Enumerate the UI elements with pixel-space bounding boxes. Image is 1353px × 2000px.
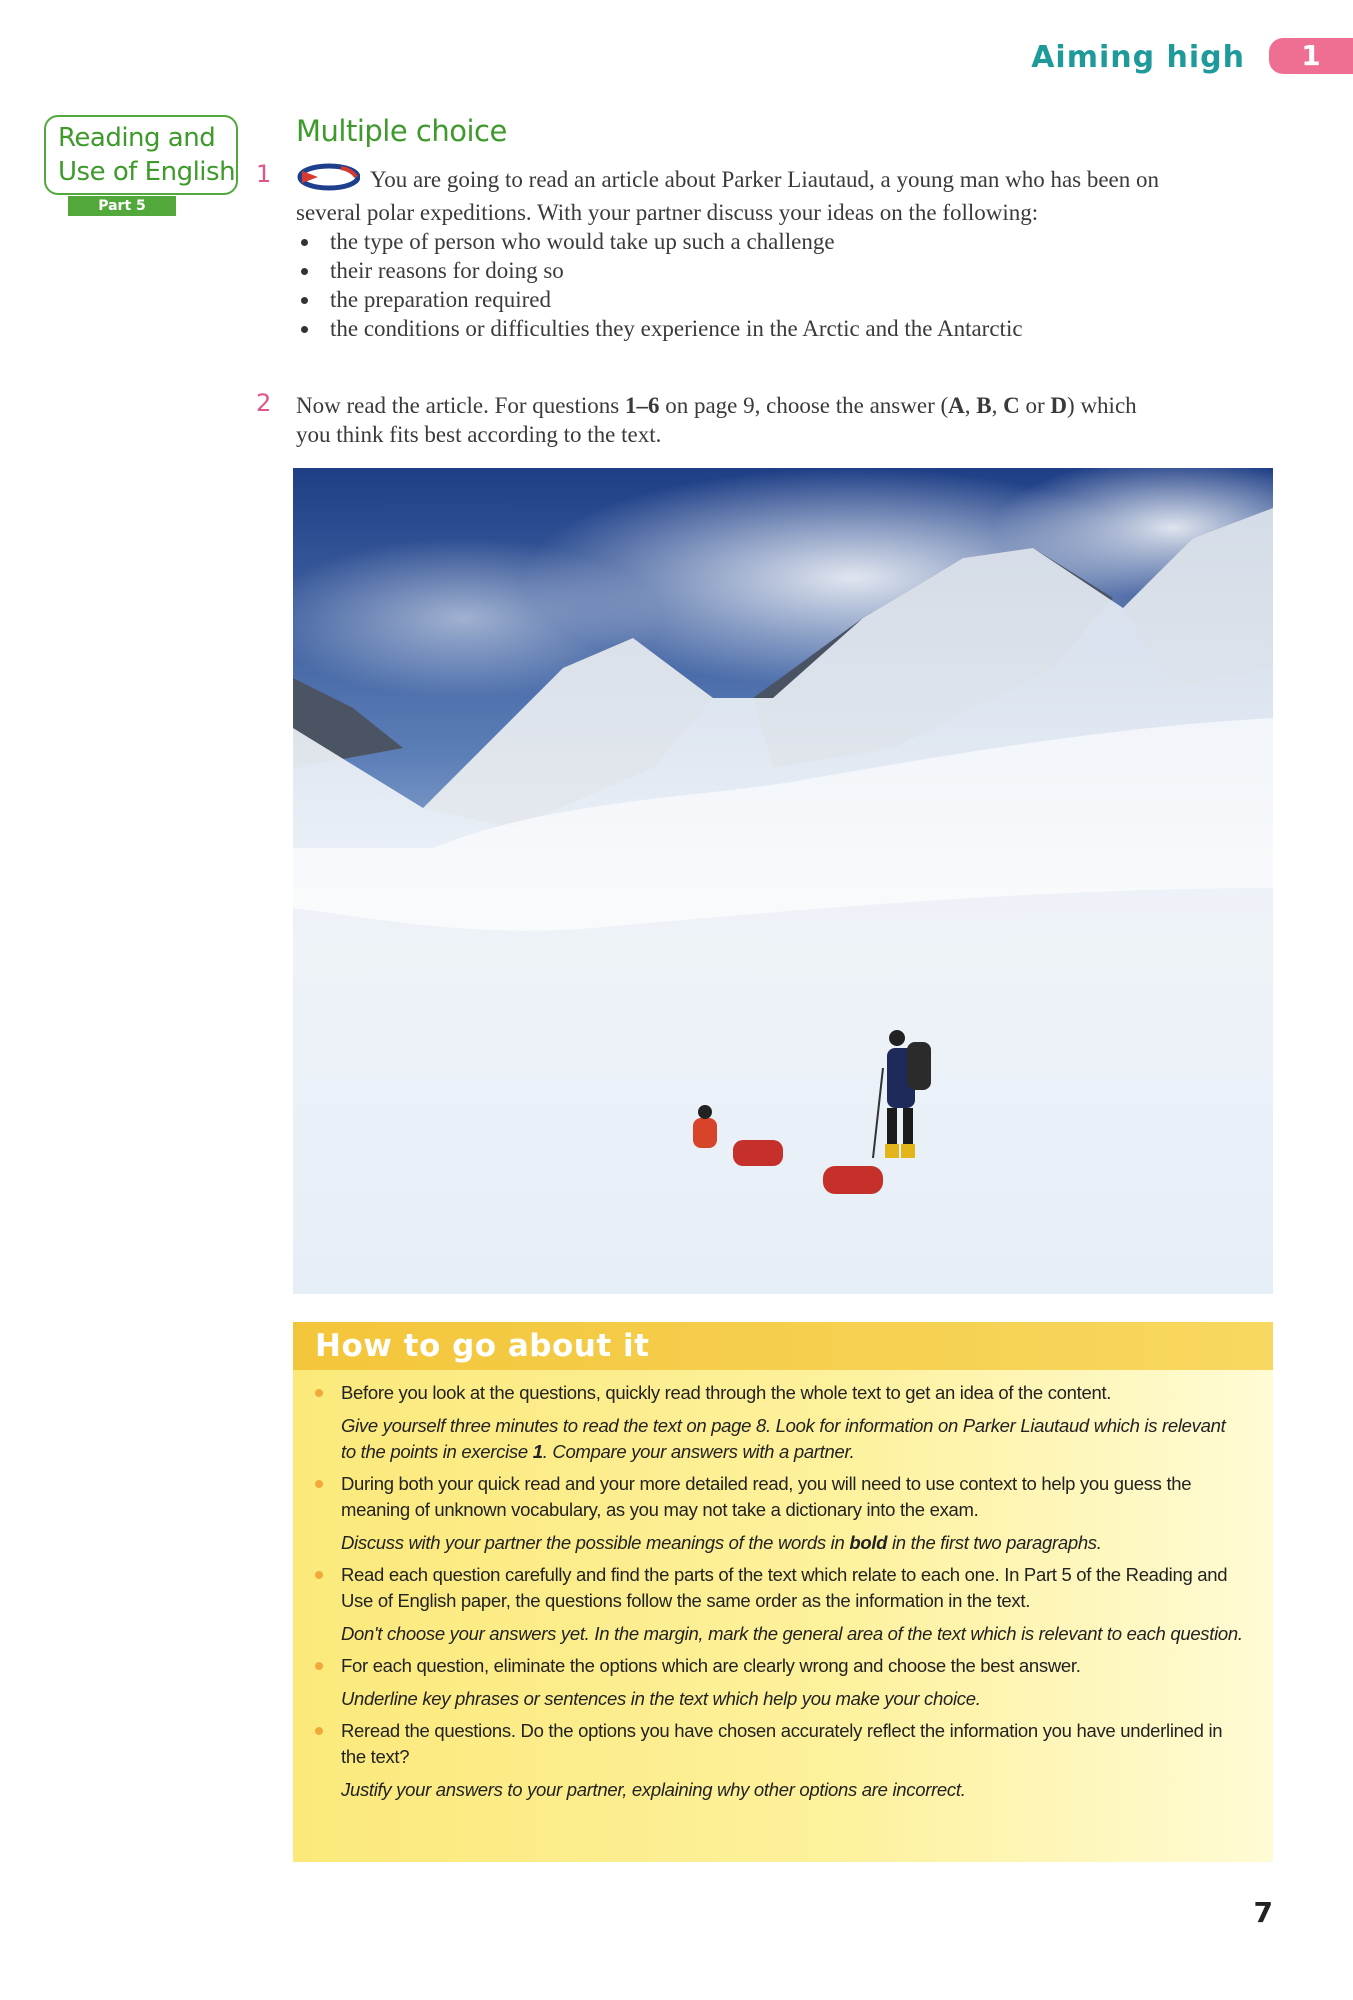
tip-note: Underline key phrases or sentences in the text which help you make your choice. — [341, 1688, 981, 1709]
expedition-photo — [293, 468, 1273, 1294]
tip-item — [341, 1718, 1243, 1803]
tip-text: During both your quick read and your more detailed read, you will need to use context to help you guess the meaning of unknown vocabulary, as you may not take a dictionary into the exam. — [341, 1473, 1192, 1520]
bullet-item: the preparation required — [296, 285, 1176, 314]
tip-text: Reread the questions. Do the options you have chosen accurately reflect the information you have underlined in the text? — [341, 1720, 1223, 1767]
exercise-2-number: 2 — [256, 389, 272, 417]
text-run: Give yourself three minutes to read the text on page 8. Look for information on Parker Liautaud which is relevant to the points in exercise — [341, 1415, 1226, 1462]
question-range: 1–6 — [624, 393, 660, 418]
tip-item — [341, 1380, 1243, 1465]
exercise-1-prompt — [296, 163, 1176, 227]
tip-item — [341, 1653, 1243, 1712]
text-run: , — [991, 393, 1004, 418]
exercise-1 — [296, 163, 1176, 343]
exercise-1-number: 1 — [256, 160, 272, 188]
tip-note: Don't choose your answers yet. In the margin, mark the general area of the text which is relevant to each question. — [341, 1623, 1243, 1644]
chapter-title: Aiming high — [1031, 40, 1245, 75]
option-a: A — [948, 393, 965, 418]
bullet-item: the type of person who would take up such a challenge — [296, 227, 1176, 256]
badge-part-label: Part 5 — [68, 196, 176, 216]
tips-box — [293, 1322, 1273, 1862]
text-run: . Compare your answers with a partner. — [542, 1441, 855, 1462]
badge-line-2: Use of English — [58, 157, 236, 187]
text-run-bold: 1 — [532, 1441, 543, 1462]
tips-list — [293, 1370, 1273, 1803]
speaking-icon — [296, 163, 360, 198]
bullet-item: their reasons for doing so — [296, 256, 1176, 285]
exercise-2-text — [296, 391, 1176, 449]
tips-header: How to go about it — [293, 1322, 1273, 1370]
option-d: D — [1050, 393, 1068, 418]
text-run: Discuss with your partner the possible meanings of the words in — [341, 1532, 850, 1553]
text-run: ) which you think fits best according to the text. — [296, 393, 1137, 447]
text-run: , — [964, 393, 977, 418]
text-run: on page 9, choose the answer ( — [659, 393, 949, 418]
text-run: or — [1019, 393, 1051, 418]
exercise-1-bullets — [296, 227, 1176, 343]
tip-note — [341, 1413, 1243, 1465]
option-c: C — [1003, 393, 1020, 418]
exercise-1-text: You are going to read an article about Parker Liautaud, a young man who has been on several polar expeditions. With your partner discuss your ideas on the following: — [296, 167, 1160, 225]
tip-item — [341, 1471, 1243, 1556]
tip-item — [341, 1562, 1243, 1647]
tip-note — [341, 1530, 1243, 1556]
text-run: Now read the article. For questions — [296, 393, 625, 418]
chapter-number-tab: 1 — [1269, 38, 1353, 74]
tip-text: Before you look at the questions, quickly read through the whole text to get an idea of the content. — [341, 1382, 1112, 1403]
bullet-item: the conditions or difficulties they experience in the Arctic and the Antarctic — [296, 314, 1176, 343]
tip-text: Read each question carefully and find the parts of the text which relate to each one. In Part 5 of the Reading and Use of English paper, the questions follow the same order as the information in the text. — [341, 1564, 1228, 1611]
option-b: B — [976, 393, 992, 418]
tip-note: Justify your answers to your partner, explaining why other options are incorrect. — [341, 1779, 966, 1800]
text-run-bold: bold — [849, 1532, 888, 1553]
text-run: in the first two paragraphs. — [887, 1532, 1102, 1553]
section-heading: Multiple choice — [296, 114, 507, 148]
tip-text: For each question, eliminate the options which are clearly wrong and choose the best answer. — [341, 1655, 1081, 1676]
section-badge — [44, 115, 238, 195]
badge-line-1: Reading and — [58, 123, 216, 153]
page-number: 7 — [1253, 1896, 1273, 1929]
